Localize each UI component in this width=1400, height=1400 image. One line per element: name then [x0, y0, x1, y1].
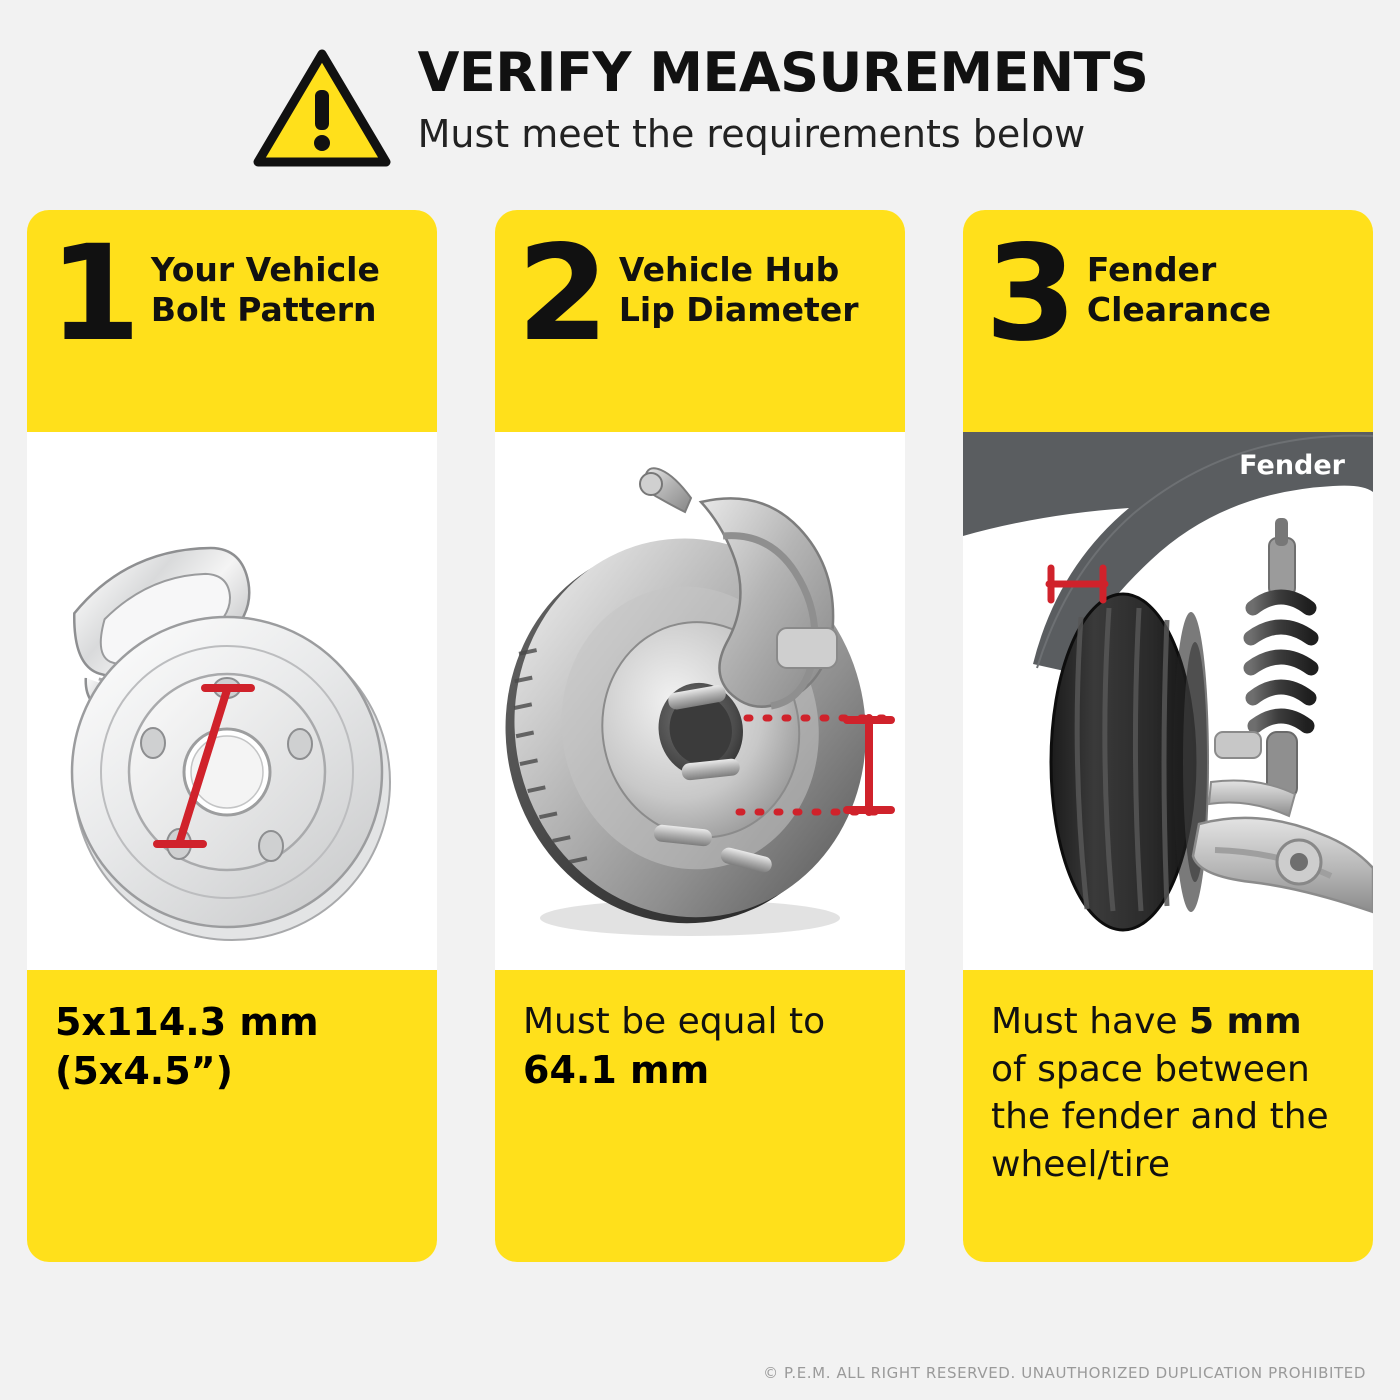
card-title: Vehicle Hub Lip Diameter: [618, 250, 859, 330]
fender-label: Fender: [1239, 450, 1345, 481]
card-fender-clearance: [963, 210, 1373, 1262]
fender-clearance-instruction: [991, 998, 1347, 1188]
warning-triangle-icon: [252, 46, 392, 166]
clearance-rest: of space between the fender and the wheel/tire: [991, 1048, 1329, 1185]
card-bolt-pattern: [27, 210, 437, 1262]
card-footer: [27, 970, 437, 1262]
card-number: 3: [985, 217, 1073, 371]
hub-lip-instruction: Must be equal to: [523, 1001, 826, 1042]
card-number: 1: [49, 217, 137, 371]
card-image: [963, 432, 1373, 970]
card-footer: [495, 970, 905, 1262]
card-footer: [963, 970, 1373, 1262]
bolt-pattern-value-metric: 5x114.3 mm: [55, 1000, 319, 1044]
card-title: Your Vehicle Bolt Pattern: [150, 250, 380, 330]
card-image: [27, 432, 437, 970]
brake-rotor-bolt-pattern-illustration: [27, 432, 437, 970]
bolt-pattern-value-imperial: (5x4.5”): [55, 1049, 233, 1094]
brake-rotor-hub-photo: [495, 432, 905, 970]
card-header: [495, 210, 905, 432]
card-title: Fender Clearance: [1086, 250, 1272, 330]
requirement-cards: [0, 210, 1400, 1262]
page-title: VERIFY MEASUREMENTS: [417, 40, 1149, 104]
page-header: [0, 0, 1400, 162]
card-header: [27, 210, 437, 432]
card-number: 2: [517, 217, 605, 371]
clearance-value: 5 mm: [1188, 1001, 1302, 1042]
copyright-notice: © P.E.M. ALL RIGHT RESERVED. UNAUTHORIZED DUPLICATION PROHIBITED: [763, 1364, 1366, 1382]
page-subtitle: Must meet the requirements below: [417, 111, 1086, 156]
card-hub-lip-diameter: [495, 210, 905, 1262]
clearance-prefix: Must have: [991, 1001, 1189, 1042]
hub-lip-value: 64.1 mm: [523, 1047, 710, 1092]
card-header: [963, 210, 1373, 432]
card-image: [495, 432, 905, 970]
wheel-fender-clearance-illustration: [963, 432, 1373, 970]
